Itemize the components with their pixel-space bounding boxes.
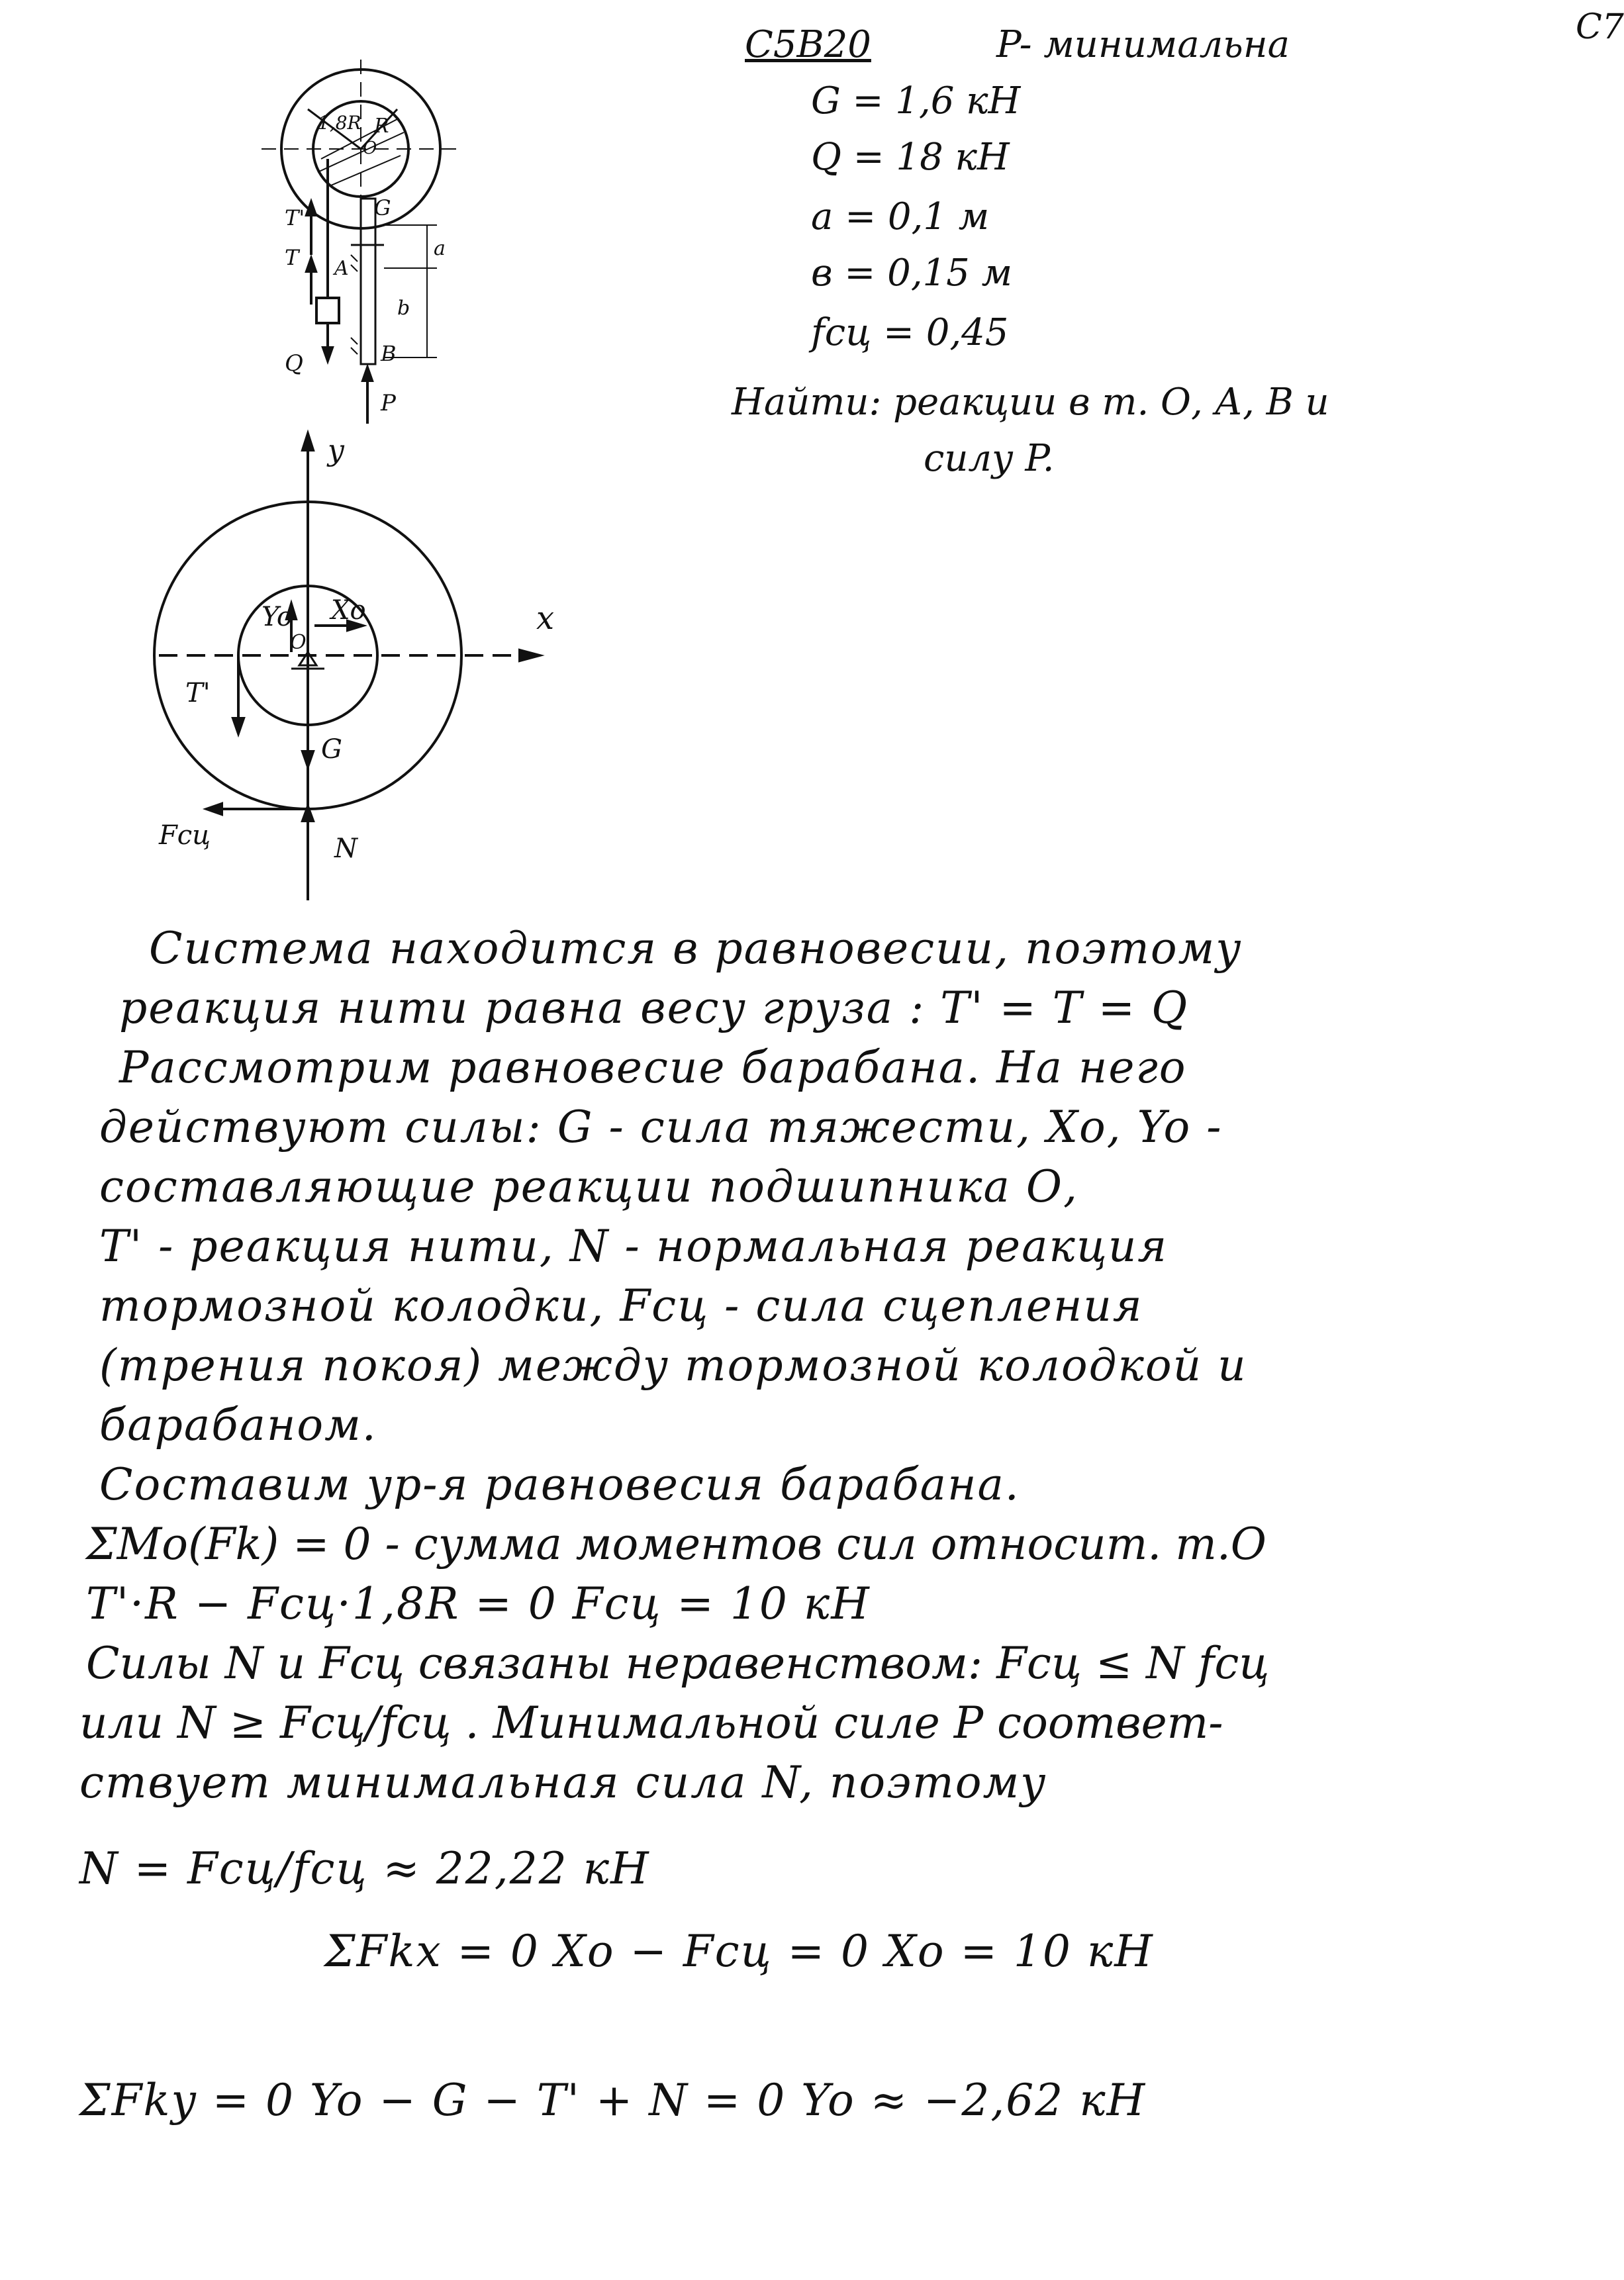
text-line-14: или N ≥ Fсц/fсц . Минимальной силе P соответ- — [79, 1697, 1223, 1748]
label-a-point: A — [334, 257, 349, 280]
label-g2: G — [321, 734, 342, 765]
text-line-6: T' - реакция нити, N - нормальная реакция — [99, 1221, 1169, 1272]
condition-text: P- минимальна — [996, 23, 1290, 66]
label-g1: G — [374, 195, 391, 220]
label-a-dim: a — [434, 237, 446, 260]
label-fcu: Fсц — [159, 820, 211, 851]
given-b: в = 0,15 м — [811, 252, 1013, 295]
label-r: 1,8R — [318, 112, 361, 134]
text-line-15: ствует минимальная сила N, поэтому — [79, 1757, 1047, 1808]
label-t-prime2: T' — [185, 678, 211, 708]
given-fcu: fсц = 0,45 — [811, 311, 1009, 354]
text-line-2: реакция нити равна весу груза : T' = T = Q — [119, 982, 1189, 1033]
text-line-5: составляющие реакции подшипника О, — [99, 1161, 1078, 1212]
variant-code: С5В20 — [745, 23, 871, 66]
label-b-dim: b — [397, 297, 410, 320]
label-t1: T — [285, 245, 299, 270]
text-line-8: (трения покоя) между тормозной колодкой и — [99, 1340, 1247, 1391]
given-q: Q = 18 кН — [811, 136, 1010, 179]
text-line-13: Силы N и Fсц связаны неравенством: Fсц ≤ N fсц — [86, 1638, 1270, 1689]
page-corner-number: С7 — [1576, 7, 1624, 47]
label-yo: Yo — [262, 602, 293, 632]
text-line-1: Система находится в равновесии, поэтому — [149, 923, 1243, 974]
label-b-point: B — [381, 341, 397, 366]
text-line-11: ΣMo(Fk) = 0 - сумма моментов сил относит. т.О — [86, 1519, 1266, 1570]
text-line-17: ΣFkx = 0 Xo − Fсц = 0 Xo = 10 кН — [324, 1926, 1154, 1977]
find-line-2: силу P. — [924, 437, 1055, 480]
label-R: R — [374, 115, 389, 138]
find-line-1: Найти: реакции в т. О, А, В и — [732, 381, 1329, 424]
text-line-16: N = Fсц/fсц ≈ 22,22 кН — [79, 1843, 650, 1894]
label-p: P — [381, 390, 396, 416]
text-line-9: барабаном. — [99, 1400, 377, 1450]
label-o2: O — [290, 631, 307, 654]
text-line-4: действуют силы: G - сила тяжести, Xo, Yo - — [99, 1102, 1223, 1153]
text-line-18: ΣFky = 0 Yo − G − T' + N = 0 Yo ≈ −2,62 кН — [79, 2075, 1147, 2126]
label-x-axis: x — [536, 600, 555, 637]
text-line-3: Рассмотрим равновесие барабана. На него — [119, 1042, 1187, 1093]
text-line-7: тормозной колодки, Fсц - сила сцепления — [99, 1280, 1143, 1331]
label-t-prime1: T' — [285, 205, 305, 230]
label-q: Q — [285, 350, 303, 377]
text-line-12: T'·R − Fсц·1,8R = 0 Fсц = 10 кН — [86, 1578, 871, 1629]
label-n: N — [334, 833, 358, 864]
given-g: G = 1,6 кН — [811, 79, 1021, 122]
label-o1: O — [363, 138, 377, 158]
label-y-axis: y — [328, 434, 344, 467]
label-xo: Xo — [331, 595, 366, 626]
given-a: a = 0,1 м — [811, 195, 990, 238]
text-line-10: Составим ур-я равновесия барабана. — [99, 1459, 1020, 1510]
